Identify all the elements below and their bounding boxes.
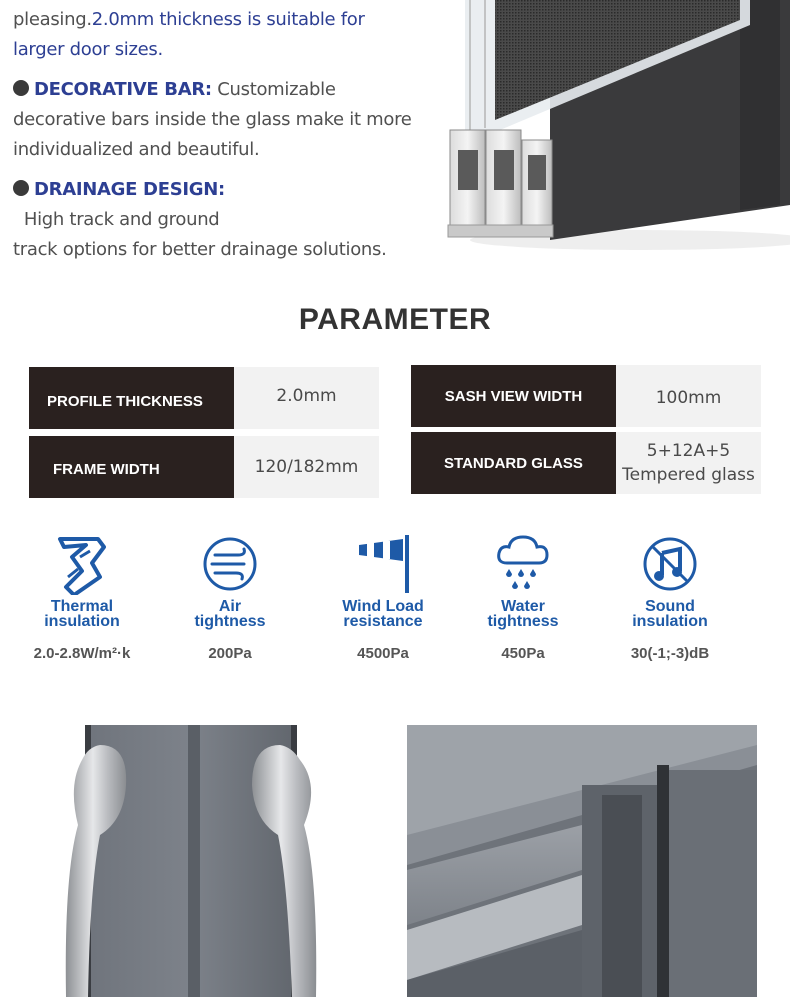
feature-decorative-bar — [13, 75, 413, 165]
perf-thermal-value: 2.0-2.8W/m²·k — [33, 645, 131, 662]
param-value-glass-line2: Tempered glass — [622, 465, 755, 485]
bullet-dot-icon — [13, 80, 29, 96]
feature-decorative-text-3: individualized and beautiful. — [13, 139, 260, 160]
air-tightness-icon — [200, 533, 260, 595]
perf-air-name: Air tightness — [194, 598, 266, 630]
perf-thermal-name: Thermal insulation — [44, 598, 120, 630]
bullet-dot-icon — [13, 180, 29, 196]
param-label-frame-width: FRAME WIDTH — [29, 436, 234, 498]
feature-decorative-title: DECORATIVE BAR: — [34, 79, 212, 100]
parameter-title: PARAMETER — [298, 303, 492, 336]
handle-photo — [30, 725, 367, 997]
perf-wind-load-resistance — [308, 533, 458, 662]
param-label-sash-view-width: SASH VIEW WIDTH — [411, 365, 616, 427]
perf-air-value: 200Pa — [208, 645, 252, 662]
feature-drainage-text-2: track options for better drainage solutions. — [13, 239, 387, 260]
param-value-standard-glass — [616, 432, 761, 494]
feature-thickness-highlight-2: larger door sizes. — [13, 39, 163, 60]
thermal-insulation-icon — [52, 533, 112, 595]
corner-profile-photo — [407, 725, 757, 997]
feature-decorative-text-2: decorative bars inside the glass make it more — [13, 109, 412, 130]
param-value-sash-view-width: 100mm — [616, 365, 761, 427]
param-label-standard-glass: STANDARD GLASS — [411, 432, 616, 494]
feature-drainage-title: DRAINAGE DESIGN: — [34, 179, 225, 200]
water-tightness-icon — [493, 533, 553, 595]
feature-drainage-text-1: High track and ground — [13, 209, 220, 230]
feature-drainage-design — [13, 175, 413, 265]
perf-water-name: Water tightness — [487, 598, 559, 630]
profile-section-image — [440, 0, 790, 250]
param-value-profile-thickness: 2.0mm — [234, 367, 379, 429]
feature-thickness-prefix: pleasing. — [13, 9, 92, 30]
feature-thickness — [13, 5, 413, 65]
wind-load-icon — [353, 533, 413, 595]
perf-sound-name: Sound insulation — [632, 598, 708, 630]
perf-air-tightness — [155, 533, 305, 662]
perf-thermal-insulation — [7, 533, 157, 662]
perf-wind-name: Wind Load resistance — [342, 598, 424, 630]
perf-water-value: 450Pa — [501, 645, 545, 662]
perf-water-tightness — [448, 533, 598, 662]
perf-sound-insulation — [595, 533, 745, 662]
param-label-profile-thickness: PROFILE THICKNESS — [29, 367, 234, 429]
param-value-frame-width: 120/182mm — [234, 436, 379, 498]
feature-decorative-text-1: Customizable — [211, 79, 336, 100]
sound-insulation-icon — [640, 533, 700, 595]
feature-thickness-highlight: 2.0mm thickness is suitable for — [91, 9, 365, 30]
perf-sound-value: 30(-1;-3)dB — [630, 645, 710, 662]
perf-wind-value: 4500Pa — [357, 645, 409, 662]
param-value-glass-line1: 5+12A+5 — [646, 441, 731, 461]
